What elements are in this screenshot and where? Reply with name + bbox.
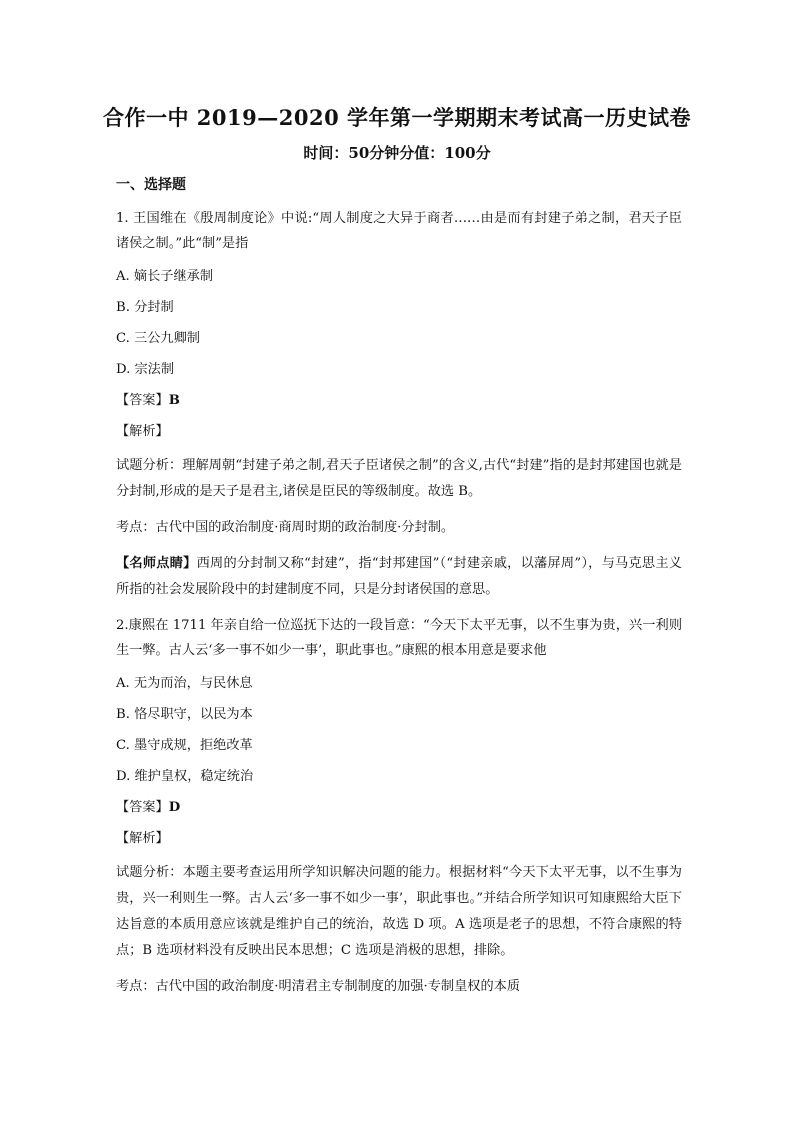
- question-2-option-a: A. 无为而治，与民休息: [116, 676, 253, 691]
- answer-value: D: [168, 800, 181, 815]
- tip-text: 西周的分封制又称“封建”，指“封邦建国”（“封建亲戚，以藩屏周”），与马克思主义所指的社会发展阶段中的封建制度不同，只是分封诸侯国的意思。: [116, 556, 682, 597]
- question-2-analysis-tag: 【解析】: [116, 831, 169, 846]
- question-2-stem: 2.康熙在 1711 年亲自给一位巡抚下达的一段旨意：“今天下太平无事，以不生事为贵，兴一利则生一弊。古人云‘多一事不如少一事’，职此事也。”康熙的根本用意是要求他: [116, 618, 682, 658]
- exam-content: [116, 174, 682, 1010]
- exam-title: 合作一中 2019—2020 学年第一学期期末考试高一历史试卷: [102, 105, 691, 130]
- question-1-option-a: A. 嫡长子继承制: [116, 269, 214, 284]
- question-1-answer: [116, 391, 682, 411]
- tip-tag: 【名师点睛】: [116, 556, 197, 571]
- question-1-analysis: 试题分析：理解周朝“封建子弟之制,君天子臣诸侯之制”的含义,古代“封建”指的是封邦建国也就是分封制,形成的是天子是君主,诸侯是臣民的等级制度。故选 B。: [116, 458, 682, 499]
- question-1-tip: [116, 551, 682, 603]
- question-2-option-c: C. 墨守成规，拒绝改革: [116, 738, 253, 753]
- answer-tag: 【答案】: [116, 393, 169, 408]
- question-1-option-b: B. 分封制: [116, 300, 174, 315]
- question-2-analysis: 试题分析：本题主要考查运用所学知识解决问题的能力。根据材料“今天下太平无事，以不生事为贵，兴一利则生一弊。古人云‘多一事不如少一事’，职此事也。”并结合所学知识可知康熙给大臣下达旨意的本质用意应该就是维护自己的统治，故选 D 项。A 选项是老子的思想，不符合康熙的特点；B 选项材料没有反映出民本思想；C 选项是消极的思想，排除。: [116, 865, 682, 958]
- question-2-answer: [116, 798, 682, 818]
- question-1-stem: 1. 王国维在《殷周制度论》中说:“周人制度之大异于商者……由是而有封建子弟之制，君天子臣诸侯之制。”此“制”是指: [116, 211, 682, 251]
- question-2-option-d: D. 维护皇权，稳定统治: [116, 769, 254, 784]
- question-1-option-c: C. 三公九卿制: [116, 331, 200, 346]
- answer-value: B: [168, 393, 180, 408]
- exam-subtitle: 时间：50分钟分值：100分: [303, 144, 491, 162]
- question-1-analysis-tag: 【解析】: [116, 424, 169, 439]
- question-1-kaodian: 考点：古代中国的政治制度·商周时期的政治制度·分封制。: [116, 520, 455, 535]
- answer-tag: 【答案】: [116, 800, 169, 815]
- question-2-option-b: B. 恪尽职守，以民为本: [116, 707, 253, 722]
- question-1-option-d: D. 宗法制: [116, 362, 175, 377]
- section-heading: 一、选择题: [116, 177, 186, 193]
- question-2-kaodian: 考点：古代中国的政治制度·明清君主专制制度的加强·专制皇权的本质: [116, 979, 521, 994]
